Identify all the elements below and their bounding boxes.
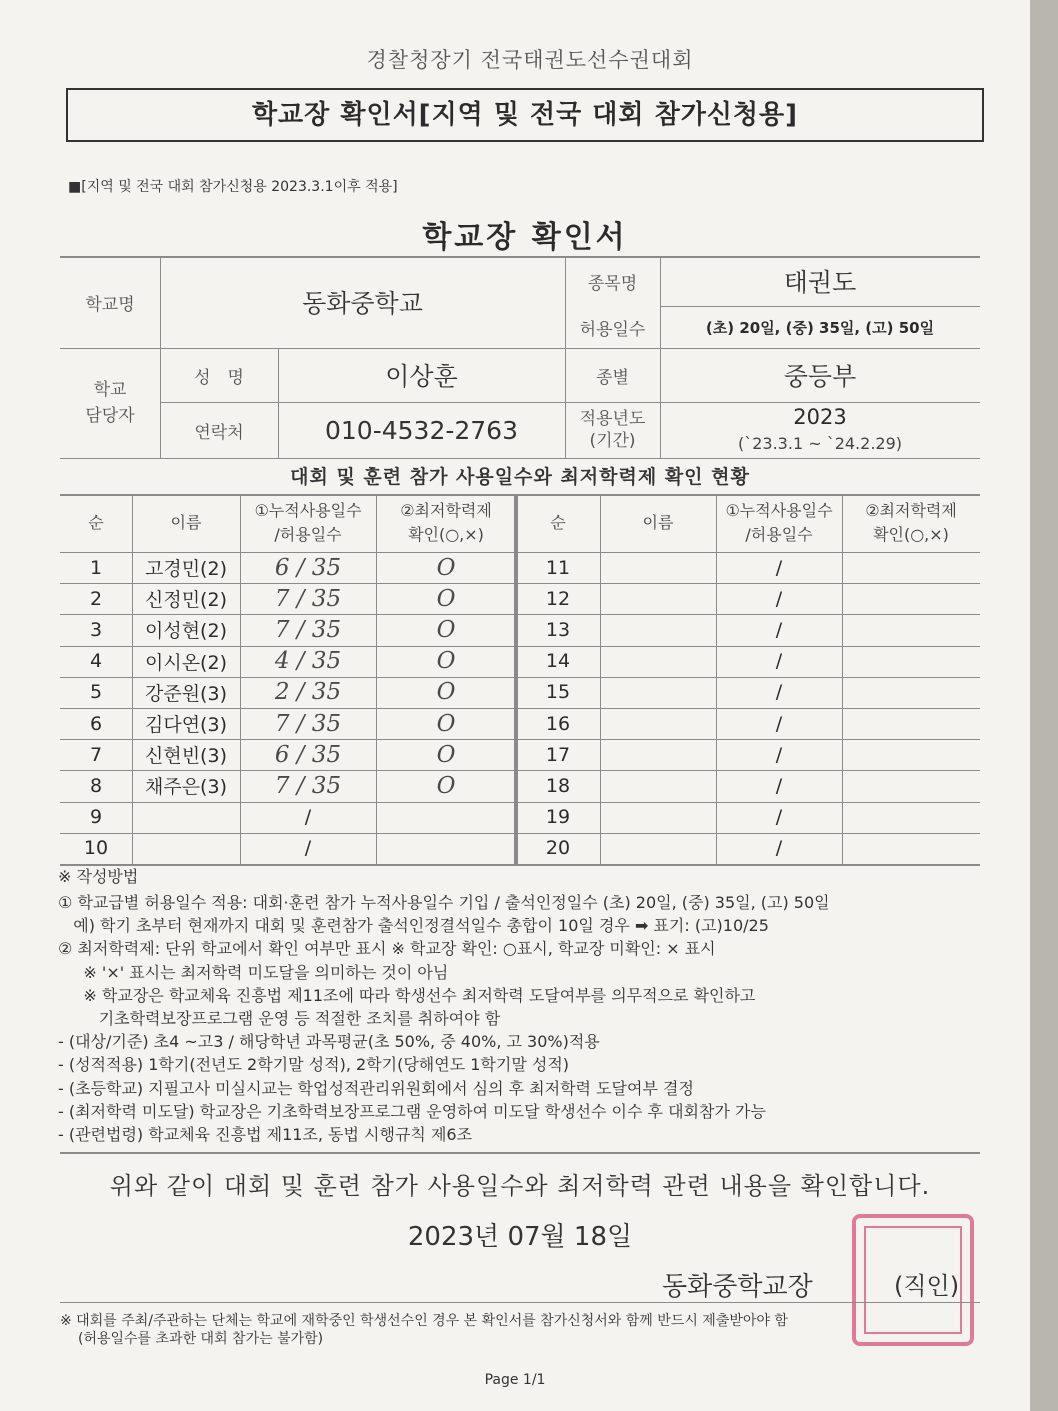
year-value: 2023 xyxy=(793,405,847,429)
row-check: O xyxy=(436,679,456,706)
row-days: 2 / 35 xyxy=(274,679,342,706)
row-name xyxy=(600,583,716,614)
row-days: / xyxy=(775,556,783,579)
row-name xyxy=(600,708,716,739)
row-days: / xyxy=(775,712,783,735)
footer-note-sub: (허용일수를 초과한 대회 참가는 불가함) xyxy=(78,1331,324,1347)
row-check xyxy=(842,802,980,833)
method-line: - (관련법령) 학교체육 진흥법 제11조, 동법 시행규칙 제6조 xyxy=(58,1125,473,1144)
manager-name-value: 이상훈 xyxy=(385,362,458,391)
header-name: 이름 xyxy=(642,513,674,532)
row-number: 17 xyxy=(545,743,571,766)
row-number: 1 xyxy=(89,556,103,579)
applicability-note: ■[지역 및 전국 대회 참가신청용 2023.3.1이후 적용] xyxy=(68,179,398,195)
row-check xyxy=(842,833,980,864)
sport-label: 종목명 xyxy=(587,273,638,294)
row-name xyxy=(600,646,716,677)
document-title-box: 학교장 확인서[지역 및 전국 대회 참가신청용] xyxy=(66,88,984,142)
form-title: 학교장 확인서 xyxy=(422,220,628,255)
school-value: 동화중학교 xyxy=(302,289,423,318)
row-name xyxy=(600,677,716,708)
row-number: 9 xyxy=(89,806,103,829)
row-check xyxy=(842,739,980,770)
row-days: 7 / 35 xyxy=(274,616,342,643)
method-line: - (대상/기준) 초4 ~고3 / 해당학년 과목평균(초 50%, 중 40%, 고 30%)적용 xyxy=(58,1032,600,1052)
row-name xyxy=(600,739,716,770)
row-check: O xyxy=(436,710,456,737)
method-line: - (최저학력 미도달) 학교장은 기초학력보장프로그램 운영하여 미도달 학생선수 이수 후 대회참가 가능 xyxy=(58,1101,766,1121)
row-days: / xyxy=(304,837,312,860)
row-days: / xyxy=(775,837,783,860)
page-number: Page 1/1 xyxy=(484,1372,546,1388)
row-days: 4 / 35 xyxy=(274,648,342,675)
row-days: / xyxy=(775,618,783,641)
row-name xyxy=(600,770,716,801)
row-check xyxy=(842,552,980,583)
row-check xyxy=(376,833,516,864)
row-days: / xyxy=(775,587,783,610)
row-check: O xyxy=(436,648,456,675)
header-no: 순 xyxy=(88,513,104,532)
row-number: 13 xyxy=(545,618,571,641)
row-name: 신정민(2) xyxy=(145,589,227,612)
row-number: 14 xyxy=(545,650,571,673)
allowed-days-value: (초) 20일, (중) 35일, (고) 50일 xyxy=(705,318,935,337)
confirmation-statement: 위와 같이 대회 및 훈련 참가 사용일수와 최저학력 관련 내용을 확인합니다. xyxy=(109,1172,931,1200)
row-check: O xyxy=(436,772,456,799)
division-value: 중등부 xyxy=(783,362,857,391)
row-number: 12 xyxy=(545,587,571,610)
row-days: / xyxy=(775,681,783,704)
row-number: 2 xyxy=(89,587,103,610)
row-name xyxy=(600,833,716,864)
period-value: (`23.3.1 ~ `24.2.29) xyxy=(737,433,903,453)
row-name xyxy=(600,614,716,645)
year-label: 적용년도 (기간) xyxy=(579,409,646,451)
confirmation-divider xyxy=(60,1152,980,1154)
school-label: 학교명 xyxy=(85,294,135,315)
row-days: 6 / 35 xyxy=(274,741,342,768)
row-name xyxy=(132,802,240,833)
method-line: - (초등학교) 지필고사 미실시교는 학업성적관리위원회에서 심의 후 최저학력 도달여부 결정 xyxy=(58,1078,694,1098)
method-line: ※ '×' 표시는 최저학력 미도달을 의미하는 것이 아님 xyxy=(58,962,449,982)
background-desk xyxy=(1030,0,1058,1411)
row-number: 10 xyxy=(83,837,109,860)
method-line: 예) 학기 초부터 현재까지 대회 및 훈련참가 출석인정결석일수 총합이 10일 경우 ➡ 표기: (고)10/25 xyxy=(58,916,769,936)
row-number: 19 xyxy=(545,806,571,829)
method-line: ※ 학교장은 학교체육 진흥법 제11조에 따라 학생선수 최저학력 도달여부를 의무적으로 확인하고 xyxy=(58,985,756,1005)
row-days: / xyxy=(775,743,783,766)
row-number: 3 xyxy=(89,618,103,641)
row-check: O xyxy=(436,585,456,612)
row-check xyxy=(842,646,980,677)
method-line: ① 학교급별 허용일수 적용: 대회·훈련 참가 누적사용일수 기입 / 출석인정일수 (초) 20일, (중) 35일, (고) 50일 xyxy=(58,893,830,912)
row-number: 4 xyxy=(89,650,103,673)
method-line: 기초학력보장프로그램 운영 등 적절한 조치를 취하여야 함 xyxy=(58,1009,501,1028)
header-name: 이름 xyxy=(170,513,202,532)
row-number: 5 xyxy=(89,681,103,704)
contact-value: 010-4532-2763 xyxy=(324,415,518,445)
row-number: 20 xyxy=(545,837,571,860)
row-name xyxy=(132,833,240,864)
row-days: 7 / 35 xyxy=(274,585,342,612)
table-rule xyxy=(60,864,980,866)
row-name: 이성현(2) xyxy=(145,620,227,643)
row-number: 8 xyxy=(89,774,103,797)
row-days: / xyxy=(775,806,783,829)
row-days: / xyxy=(775,774,783,797)
row-days: 7 / 35 xyxy=(274,710,342,737)
row-check xyxy=(842,583,980,614)
method-line: ② 최저학력제: 단위 학교에서 확인 여부만 표시 ※ 학교장 확인: ○표시, 학교장 미확인: × 표시 xyxy=(58,939,716,959)
contest-title: 경찰청장기 전국태권도선수권대회 xyxy=(366,48,694,72)
method-title: ※ 작성방법 xyxy=(58,867,139,886)
name-label: 성 명 xyxy=(194,367,244,388)
row-name: 김다연(3) xyxy=(145,714,227,737)
row-name xyxy=(600,552,716,583)
row-days: / xyxy=(304,806,312,829)
header-days: ①누적사용일수 /허용일수 xyxy=(725,501,833,544)
row-number: 18 xyxy=(545,774,571,797)
contact-label: 연락처 xyxy=(194,422,244,443)
division-label: 종별 xyxy=(596,367,629,388)
allowed-days-label: 허용일수 xyxy=(579,319,646,340)
row-name: 이시온(2) xyxy=(145,651,227,674)
principal-title: 동화중학교장 xyxy=(662,1272,813,1302)
row-name: 채주은(3) xyxy=(145,776,227,799)
info-line xyxy=(60,458,980,459)
confirmation-date: 2023년 07월 18일 xyxy=(407,1222,633,1252)
row-number: 6 xyxy=(89,712,103,735)
row-check xyxy=(842,708,980,739)
row-number: 16 xyxy=(545,712,571,735)
footer-divider xyxy=(60,1302,980,1303)
method-line: - (성적적용) 1학기(전년도 2학기말 성적), 2학기(당해연도 1학기말 성적) xyxy=(58,1055,570,1075)
footer-note: ※ 대회를 주최/주관하는 단체는 학교에 재학중인 학생선수인 경우 본 확인서를 참가신청서와 함께 반드시 제출받아야 함 xyxy=(60,1313,788,1329)
row-check: O xyxy=(436,616,456,643)
row-check xyxy=(376,802,516,833)
row-check: O xyxy=(436,741,456,768)
header-check: ②최저학력제 확인(○,×) xyxy=(400,501,492,544)
row-name: 신현빈(3) xyxy=(145,745,227,768)
usage-section-title: 대회 및 훈련 참가 사용일수와 최저학력제 확인 현황 xyxy=(290,466,750,488)
header-check: ②최저학력제 확인(○,×) xyxy=(865,501,957,544)
row-name: 강준원(3) xyxy=(145,682,227,705)
manager-label: 학교 담당자 xyxy=(85,380,135,426)
row-check xyxy=(842,614,980,645)
sport-value: 태권도 xyxy=(783,268,857,297)
row-days: 7 / 35 xyxy=(274,772,342,799)
row-number: 15 xyxy=(545,681,571,704)
row-days: 6 / 35 xyxy=(274,554,342,581)
header-days: ①누적사용일수 /허용일수 xyxy=(254,501,362,544)
row-name: 고경민(2) xyxy=(145,558,227,581)
row-name xyxy=(600,802,716,833)
row-days: / xyxy=(775,650,783,673)
row-number: 7 xyxy=(89,743,103,766)
header-no: 순 xyxy=(550,513,566,532)
row-check xyxy=(842,770,980,801)
row-number: 11 xyxy=(545,556,571,579)
row-check xyxy=(842,677,980,708)
row-check: O xyxy=(436,554,456,581)
seal-label: (직인) xyxy=(894,1272,960,1300)
